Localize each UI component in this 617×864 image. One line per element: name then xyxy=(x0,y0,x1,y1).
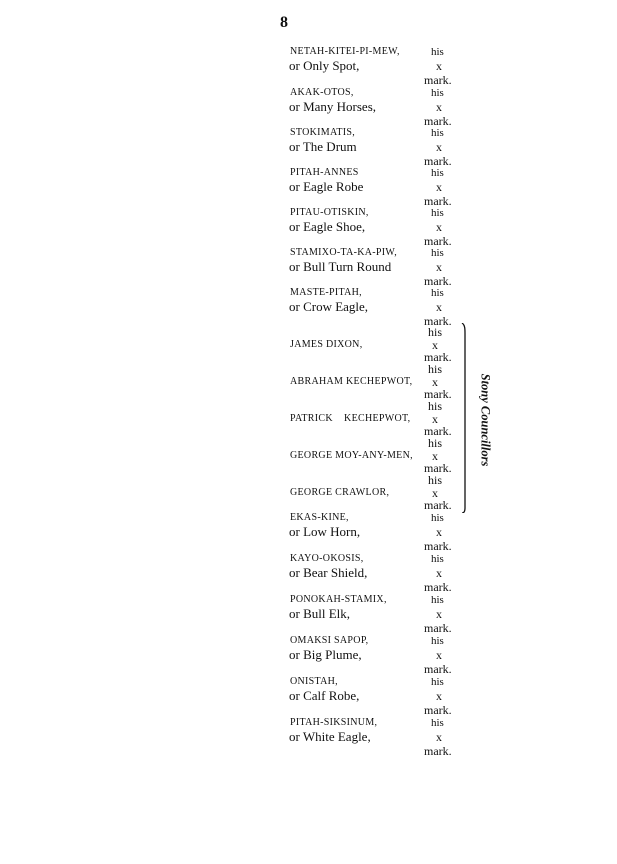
his-label: his xyxy=(428,473,443,487)
page-number: 8 xyxy=(280,14,288,31)
x-mark: x xyxy=(436,140,442,154)
his-label: his xyxy=(431,512,444,524)
x-mark: x xyxy=(436,648,442,662)
signatory-entry xyxy=(0,87,617,127)
his-label: his xyxy=(431,247,444,259)
signatory-alias: or Eagle Robe xyxy=(289,179,364,194)
signatory-entry xyxy=(0,287,617,327)
signatory-alias: or Only Spot, xyxy=(289,58,360,73)
his-label: his xyxy=(431,717,444,729)
mark-label: mark. xyxy=(424,350,452,364)
signatory-entry xyxy=(0,247,617,287)
his-label: his xyxy=(428,325,443,339)
signatory-name: PITAH-ANNES xyxy=(290,167,359,178)
mark-label: mark. xyxy=(424,194,452,208)
x-mark: x xyxy=(432,338,438,352)
his-label: his xyxy=(431,127,444,139)
his-label: his xyxy=(431,676,444,688)
mark-label: mark. xyxy=(424,387,452,401)
signatory-entry xyxy=(0,207,617,247)
his-label: his xyxy=(431,207,444,219)
x-mark: x xyxy=(436,607,442,621)
his-label: his xyxy=(428,399,443,413)
x-mark: x xyxy=(436,566,442,580)
x-mark: x xyxy=(436,730,442,744)
mark-label: mark. xyxy=(424,580,452,594)
x-mark: x xyxy=(432,412,438,426)
signatory-alias: or Many Horses, xyxy=(289,99,377,114)
his-label: his xyxy=(428,362,443,376)
signatory-alias: or Eagle Shoe, xyxy=(289,219,366,234)
councillor-name: GEORGE CRAWLOR, xyxy=(290,487,390,498)
councillor-entry xyxy=(0,473,617,513)
x-mark: x xyxy=(436,300,442,314)
stony-councillors-label: Stony Councillors xyxy=(478,373,493,467)
x-mark: x xyxy=(436,59,442,73)
x-mark: x xyxy=(436,220,442,234)
x-mark: x xyxy=(436,689,442,703)
x-mark: x xyxy=(436,260,442,274)
mark-label: mark. xyxy=(424,73,452,87)
mark-label: mark. xyxy=(424,461,452,475)
signatory-name: AKAK-OTOS, xyxy=(290,87,354,98)
councillors-bracket xyxy=(461,323,467,513)
mark-label: mark. xyxy=(424,274,452,288)
x-mark: x xyxy=(432,449,438,463)
mark-label: mark. xyxy=(424,424,452,438)
councillor-name: ABRAHAM KECHEPWOT, xyxy=(290,376,413,387)
signatory-entry xyxy=(0,512,617,552)
councillor-entry xyxy=(0,436,617,476)
signatory-alias: or Low Horn, xyxy=(289,524,361,539)
signatory-alias: or Bear Shield, xyxy=(289,565,368,580)
his-label: his xyxy=(431,167,444,179)
councillor-entry xyxy=(0,362,617,402)
councillor-name: PATRICK KECHEPWOT, xyxy=(290,413,411,424)
councillor-entry xyxy=(0,399,617,439)
mark-label: mark. xyxy=(424,703,452,717)
signatory-alias: or Crow Eagle, xyxy=(289,299,369,314)
signatory-name: PITAU-OTISKIN, xyxy=(290,207,369,218)
signatory-entry xyxy=(0,676,617,716)
signatory-alias: or The Drum xyxy=(289,139,357,154)
his-label: his xyxy=(431,635,444,647)
his-label: his xyxy=(431,87,444,99)
his-label: his xyxy=(431,594,444,606)
signatory-entry xyxy=(0,635,617,675)
x-mark: x xyxy=(436,525,442,539)
signatory-name: STOKIMATIS, xyxy=(290,127,356,138)
signatory-name: STAMIXO-TA-KA-PIW, xyxy=(290,247,398,258)
signatory-name: PONOKAH-STAMIX, xyxy=(290,594,387,605)
signatory-entry xyxy=(0,553,617,593)
mark-label: mark. xyxy=(424,744,452,758)
signatory-name: ONISTAH, xyxy=(290,676,338,687)
signatory-name: KAYO-OKOSIS, xyxy=(290,553,364,564)
councillor-name: GEORGE MOY-ANY-MEN, xyxy=(290,450,413,461)
his-label: his xyxy=(431,46,444,58)
signatory-alias: or Big Plume, xyxy=(289,647,362,662)
mark-label: mark. xyxy=(424,154,452,168)
signatory-name: PITAH-SIKSINUM, xyxy=(290,717,378,728)
signatory-name: MASTE-PITAH, xyxy=(290,287,362,298)
mark-label: mark. xyxy=(424,662,452,676)
mark-label: mark. xyxy=(424,498,452,512)
mark-label: mark. xyxy=(424,234,452,248)
mark-label: mark. xyxy=(424,621,452,635)
signatory-alias: or White Eagle, xyxy=(289,729,371,744)
signatory-alias: or Bull Elk, xyxy=(289,606,351,621)
mark-label: mark. xyxy=(424,314,452,328)
signatory-alias: or Calf Robe, xyxy=(289,688,360,703)
his-label: his xyxy=(428,436,443,450)
x-mark: x xyxy=(432,375,438,389)
councillor-entry xyxy=(0,325,617,365)
mark-label: mark. xyxy=(424,539,452,553)
signatory-entry xyxy=(0,167,617,207)
x-mark: x xyxy=(436,180,442,194)
signatory-alias: or Bull Turn Round xyxy=(289,259,392,274)
signatory-entry xyxy=(0,717,617,757)
signatory-entry xyxy=(0,46,617,86)
x-mark: x xyxy=(432,486,438,500)
his-label: his xyxy=(431,553,444,565)
signatory-name: EKAS-KINE, xyxy=(290,512,349,523)
signatory-name: NETAH-KITEI-PI-MEW, xyxy=(290,46,400,57)
signatory-entry xyxy=(0,594,617,634)
signatory-entry xyxy=(0,127,617,167)
x-mark: x xyxy=(436,100,442,114)
signatory-name: OMAKSI SAPOP, xyxy=(290,635,369,646)
councillor-name: JAMES DIXON, xyxy=(290,339,363,350)
mark-label: mark. xyxy=(424,114,452,128)
his-label: his xyxy=(431,287,444,299)
